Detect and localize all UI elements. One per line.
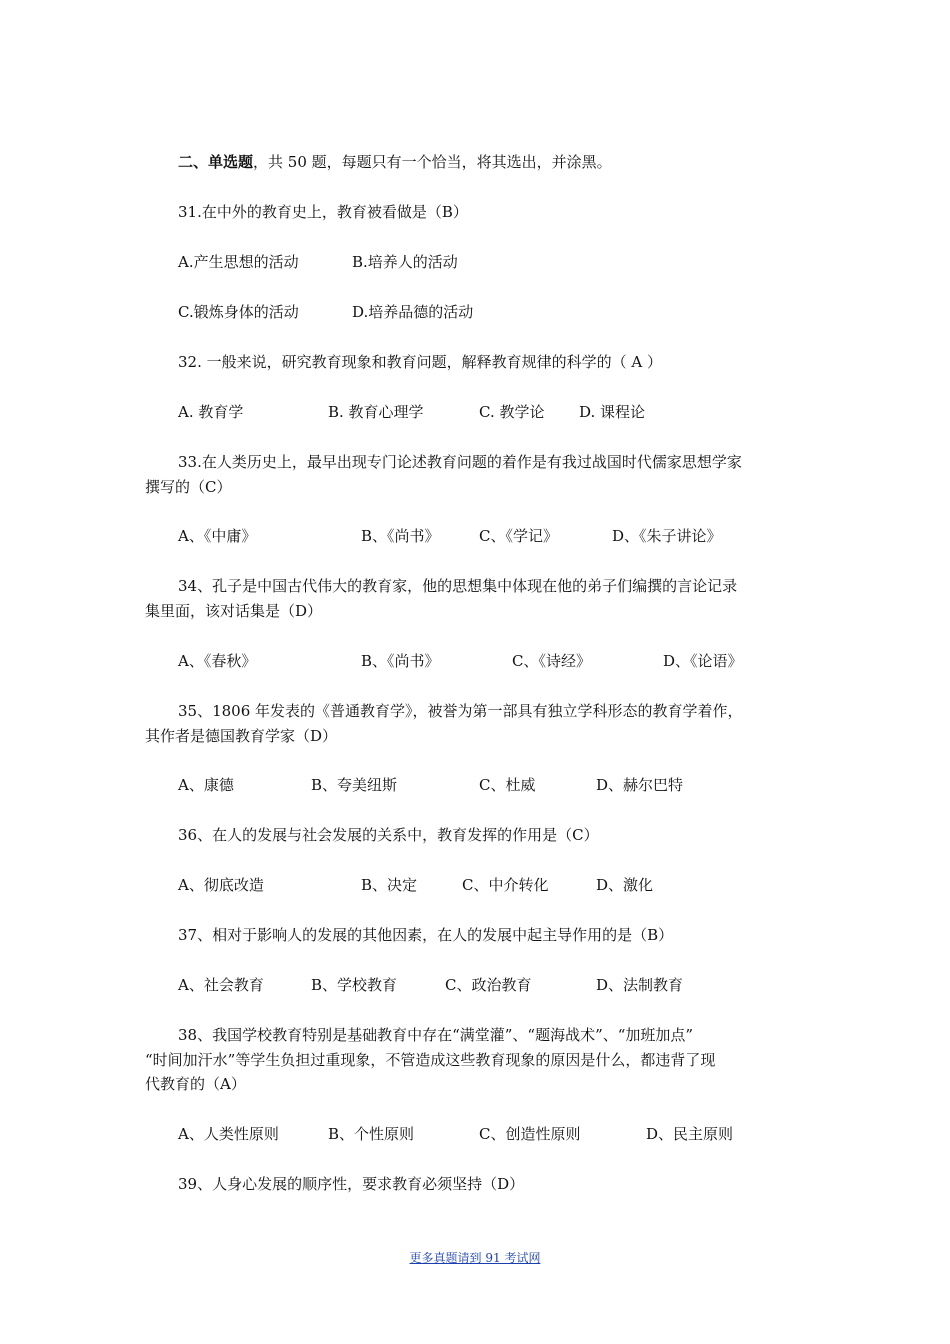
question-32-stem: 32. 一般来说，研究教育现象和教育问题，解释教育规律的科学的（ A ） — [178, 353, 662, 371]
question-37-option-a: A、社会教育 — [178, 976, 264, 994]
section-title-bold: 二、单选题 — [178, 153, 254, 171]
question-31-option-a: A.产生思想的活动 — [178, 253, 299, 271]
question-35-stem-line1: 35、1806 年发表的《普通教育学》，被誉为第一部具有独立学科形态的教育学着作， — [178, 702, 743, 720]
section-heading — [178, 152, 612, 172]
question-34-stem-line2: 集里面，该对话集是（D） — [145, 602, 323, 620]
question-37-option-b: B、学校教育 — [311, 976, 398, 994]
question-38-stem-line1: 38、我国学校教育特别是基础教育中存在“满堂灌”、“题海战术”、“加班加点” — [178, 1026, 694, 1044]
question-38-option-a: A、人类性原则 — [178, 1125, 279, 1143]
question-37-option-c: C、政治教育 — [445, 976, 532, 994]
question-33-stem-line2: 撰写的（C） — [145, 478, 232, 496]
question-34-option-c: C、《诗经》 — [512, 652, 591, 670]
question-31-option-d: D.培养品德的活动 — [352, 303, 474, 321]
question-31-option-b: B.培养人的活动 — [352, 253, 458, 271]
question-31-stem: 31.在中外的教育史上，教育被看做是（B） — [178, 203, 468, 221]
question-34-stem-line1: 34、孔子是中国古代伟大的教育家，他的思想集中体现在他的弟子们编撰的言论记录 — [178, 577, 738, 595]
question-38-option-c: C、创造性原则 — [479, 1125, 581, 1143]
question-38-option-b: B、个性原则 — [328, 1125, 415, 1143]
question-37-option-d: D、法制教育 — [596, 976, 684, 994]
question-33-option-d: D、《朱子讲论》 — [612, 527, 722, 545]
question-36-option-c: C、中介转化 — [462, 876, 549, 894]
question-36-option-a: A、彻底改造 — [178, 876, 264, 894]
question-38-option-d: D、民主原则 — [646, 1125, 734, 1143]
question-35-stem-line2: 其作者是德国教育学家（D） — [145, 727, 338, 745]
question-35-option-a: A、康德 — [178, 776, 234, 794]
page-footer — [0, 1249, 950, 1266]
question-34-option-b: B、《尚书》 — [361, 652, 440, 670]
question-37-stem: 37、相对于影响人的发展的其他因素，在人的发展中起主导作用的是（B） — [178, 926, 674, 944]
question-32-option-d: D. 课程论 — [579, 403, 646, 421]
question-36-stem: 36、在人的发展与社会发展的关系中，教育发挥的作用是（C） — [178, 826, 599, 844]
question-33-option-b: B、《尚书》 — [361, 527, 440, 545]
question-32-option-a: A. 教育学 — [178, 403, 244, 421]
question-31-option-c: C.锻炼身体的活动 — [178, 303, 299, 321]
question-32-option-b: B. 教育心理学 — [328, 403, 424, 421]
question-34-option-d: D、《论语》 — [663, 652, 743, 670]
question-38-stem-line3: 代教育的（A） — [145, 1075, 246, 1093]
question-35-option-d: D、赫尔巴特 — [596, 776, 684, 794]
question-36-option-d: D、激化 — [596, 876, 654, 894]
question-39-stem: 39、人身心发展的顺序性，要求教育必须坚持（D） — [178, 1175, 525, 1193]
question-35-option-b: B、夸美纽斯 — [311, 776, 398, 794]
section-title-rest: ，共 50 题，每题只有一个恰当，将其选出，并涂黑。 — [253, 153, 612, 171]
question-38-stem-line2: “时间加汗水”等学生负担过重现象，不管造成这些教育现象的原因是什么，都违背了现 — [145, 1051, 716, 1069]
question-36-option-b: B、决定 — [361, 876, 418, 894]
question-34-option-a: A、《春秋》 — [178, 652, 257, 670]
question-33-option-a: A、《中庸》 — [178, 527, 257, 545]
question-33-option-c: C、《学记》 — [479, 527, 558, 545]
question-35-option-c: C、杜威 — [479, 776, 536, 794]
footer-link[interactable]: 更多真题请到 91 考试网 — [409, 1251, 541, 1265]
question-33-stem-line1: 33.在人类历史上，最早出现专门论述教育问题的着作是有我过战国时代儒家思想学家 — [178, 453, 742, 471]
question-32-option-c: C. 教学论 — [479, 403, 545, 421]
